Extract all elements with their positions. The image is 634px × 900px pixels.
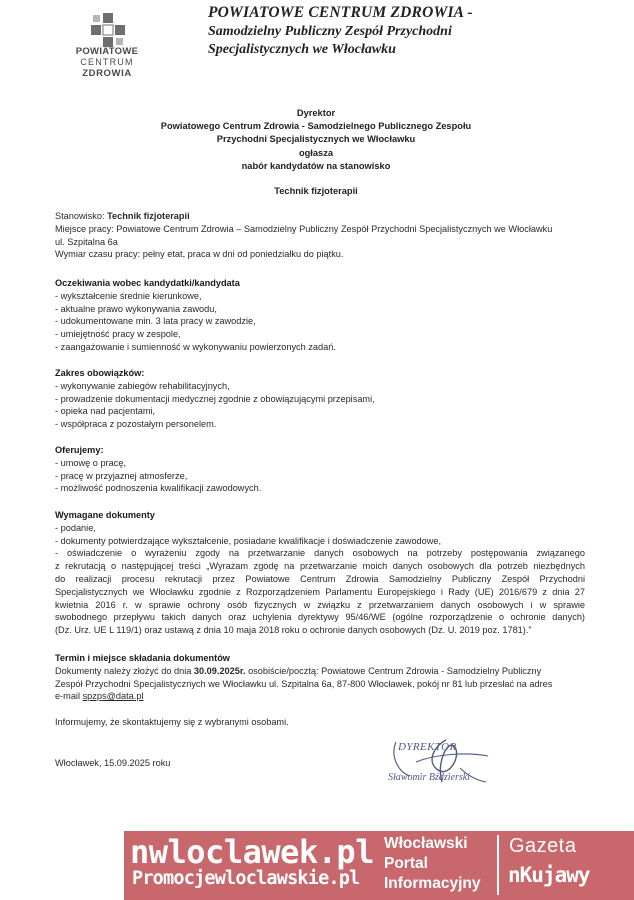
zakres-section bbox=[55, 367, 585, 431]
portal-line-2: Portal bbox=[384, 855, 428, 872]
logo-wordmark bbox=[58, 46, 156, 79]
logo-icon bbox=[91, 13, 125, 47]
wymiar-line: Wymiar czasu pracy: pełny etat, praca w dni od poniedziałku do piątku. bbox=[55, 249, 344, 260]
list-item: - aktualne prawo wykonywania zawodu, bbox=[55, 303, 217, 314]
dokumenty-heading: Wymagane dokumenty bbox=[55, 510, 155, 520]
list-item: - możliwość podnoszenia kwalifikacji zawodowych. bbox=[55, 483, 262, 494]
signature-name: Sławomir Bździerski bbox=[388, 772, 470, 783]
gazeta-name-link[interactable]: nKujawy bbox=[508, 863, 590, 887]
announcement-line-1: Dyrektor bbox=[296, 108, 336, 118]
institution-line-2: Samodzielny Publiczny Zespół Przychodni bbox=[208, 23, 452, 39]
portal-line-1: Włocławski bbox=[384, 835, 468, 852]
list-item: - opieka nad pacjentami, bbox=[55, 406, 156, 417]
site-main-link[interactable]: nwloclawek.pl bbox=[130, 833, 374, 871]
list-item: - umowę o pracę, bbox=[55, 457, 126, 468]
zakres-heading: Zakres obowiązków: bbox=[55, 368, 145, 378]
oferujemy-heading: Oferujemy: bbox=[55, 445, 104, 455]
oswiadczenie-line: Specjalistycznych we Włocławku zgodnie z Rozporządzeniem Parlamentu Europejskiego i Rady (UE) 2016/679 z dnia 27 bbox=[55, 586, 585, 597]
logo-line-1: POWIATOWE bbox=[75, 46, 139, 57]
banner-divider bbox=[497, 835, 499, 895]
list-item: - wykonywanie zabiegów rehabilitacyjnych, bbox=[55, 380, 230, 391]
list-item: - prowadzenie dokumentacji medycznej zgodnie z obowiązującymi przepisami, bbox=[55, 393, 375, 404]
termin-section bbox=[55, 652, 585, 703]
site-promo-link[interactable]: Promocjewloclawskie.pl bbox=[132, 868, 360, 889]
position-title: Technik fizjoterapii bbox=[274, 186, 358, 196]
place-date: Włocławek, 15.09.2025 roku bbox=[55, 758, 171, 768]
stanowisko-line bbox=[55, 210, 585, 223]
list-item: - udokumentowane min. 3 lata pracy w zawodzie, bbox=[55, 316, 256, 327]
termin-line-1-pre: Dokumenty należy złożyć do dnia bbox=[55, 665, 194, 676]
oswiadczenie-line: do realizacji procesu rekrutacji przez Powiatowe Centrum Zdrowia Samodzielny Publiczny Zespół Przychodni bbox=[55, 573, 585, 584]
email-link[interactable]: spzps@data.pl bbox=[82, 691, 144, 702]
info-text: Informujemy, że skontaktujemy się z wybranymi osobami. bbox=[55, 717, 289, 727]
institution-line-1: POWIATOWE CENTRUM ZDROWIA - bbox=[208, 4, 473, 21]
email-label: e-mail bbox=[55, 691, 83, 702]
announcement-line-3: Przychodni Specjalistycznych we Włocławku bbox=[216, 134, 416, 145]
logo-line-3: ZDROWIA bbox=[82, 68, 132, 79]
announcement-block bbox=[100, 107, 532, 173]
institution-line-3: Specjalistycznych we Włocławku bbox=[208, 42, 396, 57]
list-item: - podanie, bbox=[55, 522, 96, 533]
list-item: - zaangażowanie i sumienność w wykonywaniu powierzonych zadań. bbox=[55, 341, 336, 352]
dokumenty-section bbox=[55, 509, 585, 637]
announcement-line-2: Powiatowego Centrum Zdrowia - Samodzielnego Publicznego Zespołu bbox=[160, 121, 472, 132]
oswiadczenie-line: (Dz. Urz. UE L 119/1) oraz ustawą z dnia 10 maja 2018 roku o ochronie danych osobowych (Dz. U. 2019 poz. 1781).” bbox=[55, 625, 532, 636]
list-item: - współpraca z pozostałym personelem. bbox=[55, 419, 217, 430]
portal-line-3: Informacyjny bbox=[384, 875, 481, 892]
list-item: - pracę w przyjaznej atmosferze, bbox=[55, 470, 188, 481]
oczekiwania-heading: Oczekiwania wobec kandydatki/kandydata bbox=[55, 278, 240, 288]
termin-heading: Termin i miejsce składania dokumentów bbox=[55, 653, 230, 663]
gazeta-label: Gazeta bbox=[509, 835, 577, 857]
portal-label bbox=[384, 834, 480, 894]
signature-stamp: DYREKTOR bbox=[398, 741, 457, 753]
list-item: - umiejętność pracy w zespole, bbox=[55, 329, 181, 340]
deadline-date: 30.09.2025r. bbox=[193, 665, 246, 676]
oswiadczenie-line: swobodnego przepływu takich danych oraz uchylenia dyrektywy 95/46/WE (ogólne rozporządzenie o ochronie danych) bbox=[55, 612, 585, 623]
oferujemy-section bbox=[55, 444, 585, 495]
termin-line-2: Zespół Przychodni Specjalistycznych we Włocławku ul. Szpitalna 6a, 87-800 Włocławek, pokój nr 81 lub przesłać na adres bbox=[55, 678, 553, 689]
stanowisko-label: Stanowisko: bbox=[55, 211, 108, 221]
oswiadczenie-line: - oświadczenie o wyrażeniu zgody na przetwarzanie danych osobowych na potrzeby postępowania związanego bbox=[55, 548, 585, 559]
termin-line-3 bbox=[55, 690, 585, 703]
list-item: - dokumenty potwierdzające wykształcenie, posiadane kwalifikacje i doświadczenie zawodowe, bbox=[55, 535, 442, 546]
details-section bbox=[55, 210, 585, 261]
oswiadczenie-line: z rekrutacją o następującej treści „Wyrażam zgodę na przetwarzanie moich danych osobowych dla potrzeb niezbędnych bbox=[55, 561, 585, 572]
oswiadczenie-line: kwietnia 2016 r. w sprawie ochrony osób fizycznych w związku z przetwarzaniem danych osobowych i w sprawie bbox=[55, 599, 585, 610]
miejsce-line-2: ul. Szpitalna 6a bbox=[55, 236, 118, 247]
termin-line-1 bbox=[55, 665, 585, 678]
institution-header bbox=[208, 4, 628, 60]
logo-line-2: CENTRUM bbox=[80, 57, 134, 67]
announcement-line-5: nabór kandydatów na stanowisko bbox=[241, 160, 391, 171]
announcement-line-4: ogłasza bbox=[298, 147, 334, 158]
miejsce-line-1: Miejsce pracy: Powiatowe Centrum Zdrowia – Samodzielny Publiczny Zespół Przychodni Specjalistycznych we Włocławku bbox=[55, 223, 553, 234]
oczekiwania-section bbox=[55, 277, 585, 354]
list-item: - wykształcenie średnie kierunkowe, bbox=[55, 290, 202, 301]
stanowisko-value: Technik fizjoterapii bbox=[107, 211, 190, 221]
termin-line-1-post: osobiście/pocztą: Powiatowe Centrum Zdrowia - Samodzielny Publiczny bbox=[245, 665, 542, 676]
